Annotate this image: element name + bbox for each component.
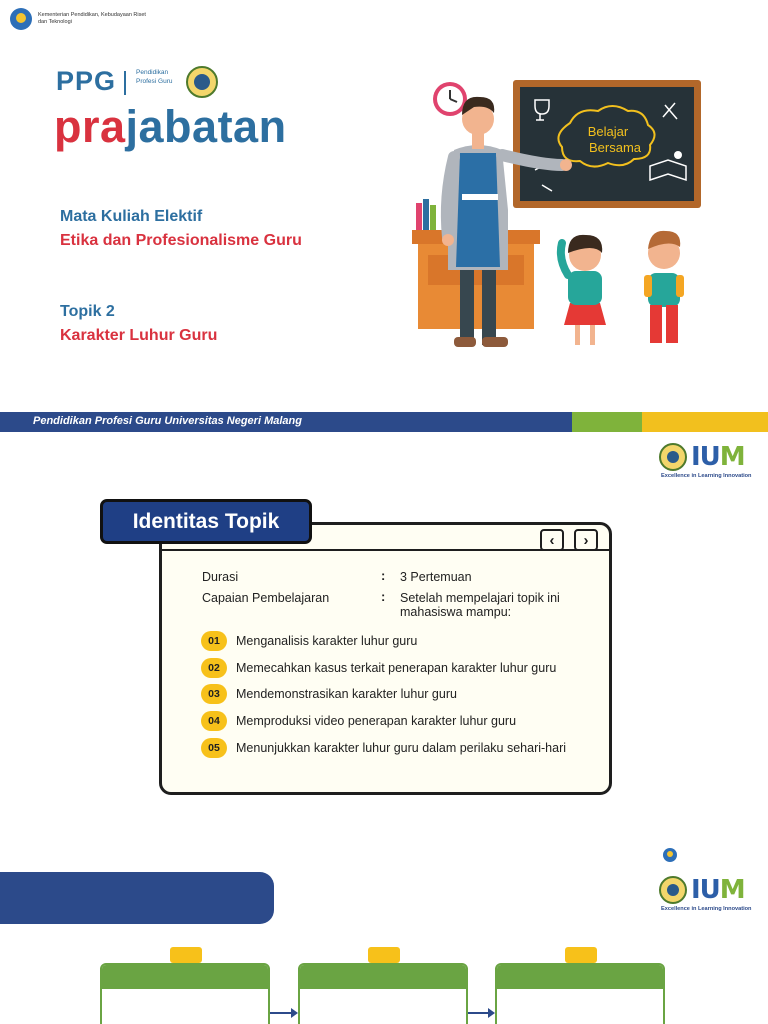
prajabatan-red-part: pra — [54, 101, 126, 152]
flow-slide — [0, 845, 768, 1024]
outcome-item — [201, 630, 566, 652]
outcome-text: Mendemonstrasikan karakter luhur guru — [236, 687, 457, 702]
footer-bar — [0, 412, 768, 432]
section-title-banner — [0, 872, 274, 924]
flow-step-box — [495, 963, 665, 1024]
outcomes-intro: Setelah mempelajari topik ini mahasiswa mampu: — [400, 591, 560, 619]
duration-value: 3 Pertemuan — [400, 570, 472, 584]
ium-wordmark-blue: IU — [691, 442, 720, 472]
cover-slide — [0, 0, 768, 432]
chalkboard — [513, 80, 701, 208]
flow-step-box — [100, 963, 270, 1024]
ium-wordmark-green: M — [719, 442, 745, 472]
ium-wordmark — [691, 875, 745, 905]
ium-wordmark-green: M — [719, 875, 745, 905]
chevron-right-icon: › — [583, 531, 589, 549]
ium-logo — [659, 442, 751, 479]
outcome-text: Memecahkan kasus terkait penerapan karakter luhur guru — [236, 660, 557, 675]
ium-tagline: Excellence in Learning Innovation — [661, 473, 752, 479]
outcome-number-badge: 02 — [201, 658, 227, 678]
slide-title-tab — [100, 499, 312, 544]
footer-accent-green — [572, 412, 642, 432]
outcome-text: Memproduksi video penerapan karakter luhur guru — [236, 714, 517, 729]
ministry-name: Kementerian Pendidikan, Kebudayaan Riset dan Teknologi — [680, 850, 739, 860]
flow-step-box — [298, 963, 468, 1024]
student-boy-figure — [644, 231, 684, 343]
ium-logo — [659, 875, 751, 912]
outcome-number-badge: 05 — [201, 738, 227, 758]
outcome-item — [201, 710, 566, 732]
flow-arrow-icon — [468, 1012, 493, 1014]
outcome-text: Menunjukkan karakter luhur guru dalam perilaku sehari-hari — [236, 740, 567, 755]
outcome-item — [201, 683, 566, 705]
ium-wordmark-blue: IU — [691, 875, 720, 905]
duration-colon: : — [381, 568, 386, 583]
footer-label: Pendidikan Profesi Guru Universitas Negeri Malang — [33, 415, 302, 427]
ium-wordmark — [691, 442, 745, 472]
ministry-logo — [10, 8, 148, 30]
flow-step-tab — [565, 947, 597, 963]
footer-accent-yellow — [642, 412, 768, 432]
um-seal-icon — [659, 443, 687, 471]
slide-title: Identitas Topik — [132, 509, 280, 533]
outcome-number-badge: 04 — [201, 711, 227, 731]
topic-label: Topik 2 — [60, 303, 115, 320]
duration-label: Durasi — [202, 570, 239, 584]
clock-icon — [433, 82, 467, 116]
prajabatan-blue-part: jabatan — [125, 101, 287, 152]
course-label: Mata Kuliah Elektif — [60, 208, 203, 225]
ium-tagline: Excellence in Learning Innovation — [661, 906, 752, 912]
outcomes-list — [201, 630, 566, 759]
student-girl-figure — [561, 235, 606, 345]
outcome-text: Menganalisis karakter luhur guru — [236, 634, 418, 648]
topic-name: Karakter Luhur Guru — [60, 327, 218, 344]
board-text-2: Bersama — [588, 140, 642, 155]
chevron-left-icon: ‹ — [549, 531, 555, 549]
flow-step-tab — [170, 947, 202, 963]
tut-wuri-emblem-icon — [10, 8, 32, 30]
outcome-number-badge: 03 — [201, 684, 227, 704]
prajabatan-wordmark — [54, 99, 287, 155]
ppg-subtitle: Pendidikan Profesi Guru — [136, 69, 173, 85]
next-button[interactable] — [574, 529, 598, 551]
topic-identity-slide — [0, 432, 768, 845]
outcome-item — [201, 657, 566, 679]
flow-arrow-icon — [270, 1012, 296, 1014]
ppg-wordmark: PPG — [56, 66, 117, 96]
ministry-name: Kementerian Pendidikan, Kebudayaan Riset dan Teknologi — [38, 12, 146, 25]
outcome-item — [201, 737, 566, 759]
tut-wuri-emblem-icon — [663, 848, 677, 862]
teacher-classroom-illustration — [410, 75, 710, 360]
outcome-number-badge: 01 — [201, 631, 227, 651]
outcomes-label: Capaian Pembelajaran — [202, 591, 330, 605]
flow-step-tab — [368, 947, 400, 963]
wordmark-divider — [124, 71, 126, 95]
course-name: Etika dan Profesionalisme Guru — [60, 232, 302, 249]
ministry-logo-small — [663, 848, 740, 862]
prev-button[interactable] — [540, 529, 564, 551]
um-seal-icon — [659, 876, 687, 904]
board-text-1: Belajar — [587, 124, 629, 139]
um-seal-icon — [186, 66, 218, 98]
outcomes-colon: : — [381, 589, 386, 604]
